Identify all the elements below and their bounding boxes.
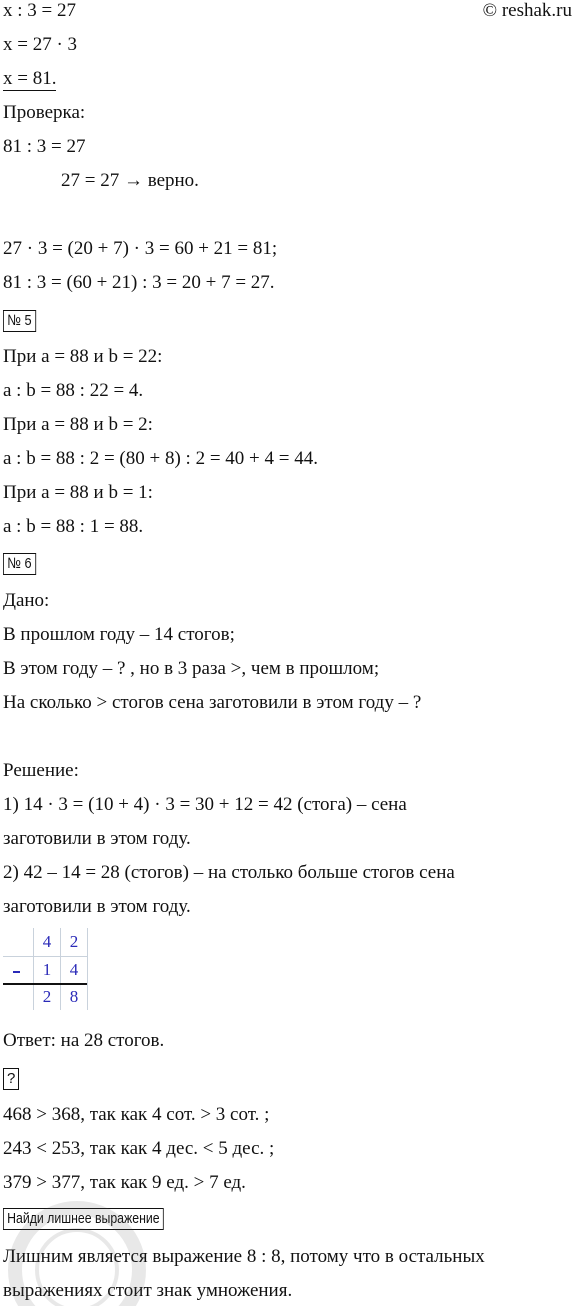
solution-line: заготовили в этом году. bbox=[3, 896, 191, 917]
task5-line: При a = 88 и b = 2: bbox=[3, 414, 153, 435]
given-line: В прошлом году – 14 стогов; bbox=[3, 624, 235, 645]
given-line: На сколько > стогов сена заготовили в этом году – ? bbox=[3, 692, 422, 713]
calc-line: 27 · 3 = (20 + 7) · 3 = 60 + 21 = 81; bbox=[3, 238, 278, 259]
minus-sign bbox=[13, 971, 20, 973]
task-5-badge: № 5 bbox=[3, 310, 36, 332]
task5-line: При a = 88 и b = 1: bbox=[3, 482, 153, 503]
question-badge: ? bbox=[3, 1068, 19, 1090]
check-label: Проверка: bbox=[3, 102, 86, 123]
digit: 2 bbox=[42, 987, 52, 1006]
reshak-logo-watermark bbox=[2, 1170, 152, 1306]
calc-line: 81 : 3 = (60 + 21) : 3 = 20 + 7 = 27. bbox=[3, 272, 275, 293]
task-6-badge: № 6 bbox=[3, 553, 36, 575]
digit: 1 bbox=[42, 960, 52, 979]
solution-line: 2) 42 – 14 = 28 (стогов) – на столько больше стогов сена bbox=[3, 862, 455, 883]
column-subtraction bbox=[3, 928, 87, 1010]
check-line-2: 27 = 27 → верно. bbox=[61, 170, 199, 191]
digit: 4 bbox=[42, 932, 52, 951]
equation-answer-underlined: x = 81. bbox=[3, 68, 57, 89]
odd-one-line: выражениях стоит знак умножения. bbox=[3, 1280, 293, 1301]
digit: 4 bbox=[69, 960, 79, 979]
solution-line: заготовили в этом году. bbox=[3, 828, 191, 849]
task5-line: a : b = 88 : 22 = 4. bbox=[3, 380, 144, 401]
comparison-line: 468 > 368, так как 4 сот. > 3 сот. ; bbox=[3, 1104, 270, 1125]
equation-line-2: x = 27 · 3 bbox=[3, 34, 78, 55]
digit: 2 bbox=[69, 932, 79, 951]
task5-line: a : b = 88 : 2 = (80 + 8) : 2 = 40 + 4 = 44. bbox=[3, 448, 318, 469]
task5-line: При a = 88 и b = 22: bbox=[3, 346, 163, 367]
answer-line: Ответ: на 28 стогов. bbox=[3, 1030, 165, 1051]
brand-watermark-text: © reshak.ru bbox=[482, 0, 572, 21]
grid-line bbox=[87, 928, 88, 1010]
digit: 8 bbox=[69, 987, 79, 1006]
odd-one-line: Лишним является выражение 8 : 8, потому что в остальных bbox=[3, 1246, 485, 1267]
task5-line: a : b = 88 : 1 = 88. bbox=[3, 516, 144, 537]
comparison-line: 243 < 253, так как 4 дес. < 5 дес. ; bbox=[3, 1138, 275, 1159]
given-label: Дано: bbox=[3, 590, 50, 611]
check-line-1: 81 : 3 = 27 bbox=[3, 136, 86, 157]
equation-answer bbox=[3, 68, 56, 90]
solution-label: Решение: bbox=[3, 760, 79, 781]
equation-line-1: x : 3 = 27 bbox=[3, 0, 76, 21]
odd-one-badge: Найди лишнее выражение bbox=[3, 1208, 164, 1230]
given-line: В этом году – ? , но в 3 раза >, чем в прошлом; bbox=[3, 658, 380, 679]
comparison-line: 379 > 377, так как 9 ед. > 7 ед. bbox=[3, 1172, 246, 1193]
solution-line: 1) 14 · 3 = (10 + 4) · 3 = 30 + 12 = 42 (стога) – сена bbox=[3, 794, 407, 815]
